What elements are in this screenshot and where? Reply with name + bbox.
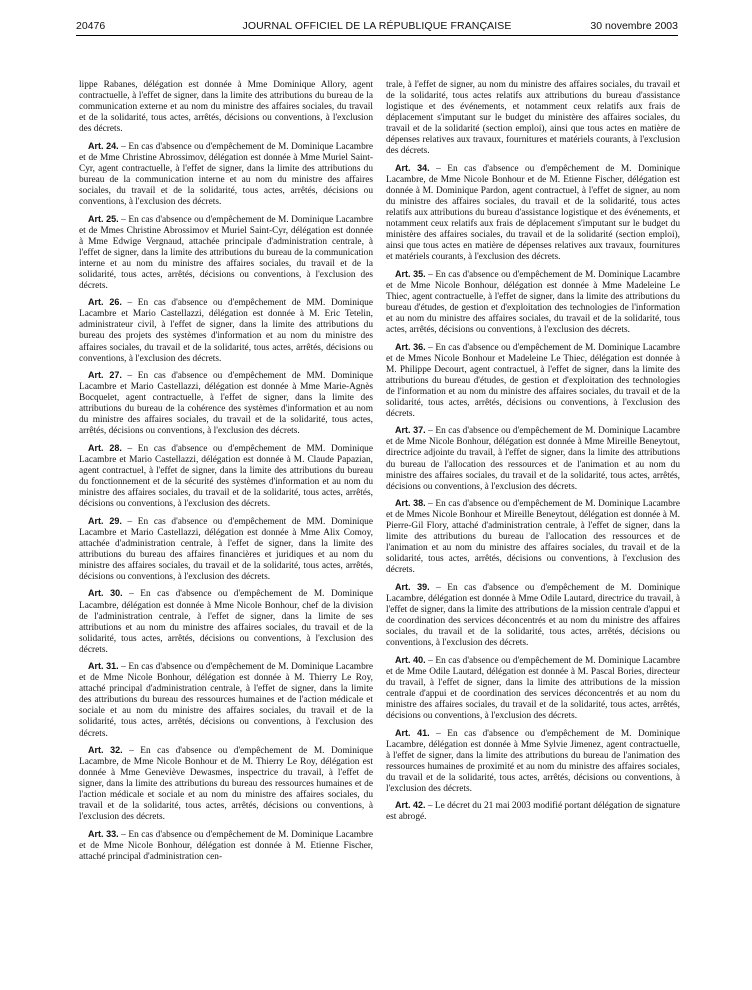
- article-text: – Le décret du 21 mai 2003 modifié portant délégation de signature est abrogé.: [386, 801, 680, 823]
- article-paragraph: [79, 745, 373, 823]
- article-paragraph: [79, 214, 373, 292]
- article-number: Art. 29.: [88, 515, 122, 526]
- article-paragraph: [79, 829, 373, 863]
- article-paragraph: [386, 728, 680, 795]
- article-number: Art. 27.: [88, 370, 122, 381]
- page-number: 20476: [76, 20, 106, 32]
- article-number: Art. 35.: [395, 268, 426, 279]
- article-text: – En cas d'absence ou d'empêchement de M. Dominique Lacambre et de Mme Christine Abrossimov, délégation est donnée à Mme Muriel Saint-Cyr, agent contractuelle, à l'effet de signer, dans la limite des attributions du bureau de la communication interne et au nom du ministre des affaires sociales, du travail et de la solidarité, tous actes, arrêtés, décisions ou conventions, à l'exclusion des décrets.: [79, 141, 374, 207]
- article-paragraph: [79, 141, 373, 208]
- article-number: Art. 37.: [395, 425, 426, 436]
- article-text: – En cas d'absence ou d'empêchement de MM. Dominique Lacambre et Mario Castellazzi, délégation est donnée à Mme Alix Comoy, attachée d'administration centrale, à l'effet de signer, dans la limite des attributions du bureau des affaires financières et juridiques et au nom du ministre des affaires sociales, du travail et de la solidarité, tous actes, arrêtés, décisions ou conventions, à l'exclusion des décrets.: [79, 516, 373, 582]
- article-text: – En cas d'absence ou d'empêchement de M. Dominique Lacambre et de Mme Nicole Bonhour, délégation est donnée à M. Thierry Le Roy, attaché principal d'administration centrale, à l'effet de signer, dans la limite des attributions du bureau des ressources humaines et de l'action médicale et sociale et au nom du ministre des affaires sociales, du travail et de la solidarité, tous actes, arrêtés, décisions ou conventions, à l'exclusion des décrets.: [79, 662, 374, 739]
- article-text: – En cas d'absence ou d'empêchement de MM. Dominique Lacambre et Mario Castellazzi, délégation est donnée à M. Eric Tetelin, administrateur civil, à l'effet de signer, dans la limite des attributions du bureau des projets des systèmes d'information et au nom du ministre des affaires sociales, du travail et de la solidarité, tous actes, arrêtés, décisions ou conventions, à l'exclusion des décrets.: [79, 298, 373, 364]
- article-text: – En cas d'absence ou d'empêchement de M. Dominique Lacambre et de Mme Nicole Bonhour, délégation est donnée à Mme Mireille Beneytout, directrice adjointe du travail, à l'effet de signer, dans la limite des attributions du bureau de l'allocation des ressources et de l'animation et au nom du ministre des affaires sociales, du travail et de la solidarité, tous actes, arrêtés, décisions ou conventions, à l'exclusion des décrets.: [386, 426, 681, 492]
- article-paragraph: [79, 588, 373, 655]
- article-text: – En cas d'absence ou d'empêchement de M. Dominique Lacambre, de Mme Nicole Bonhour et de M. Thierry Le Roy, délégation est donnée à Mme Geneviève Dewasmes, inspectrice du travail, à l'effet de signer, dans la limite des attributions du bureau des ressources humaines et de l'action médicale et sociale et au nom du ministre des affaires sociales, du travail et de la solidarité, tous actes, arrêtés, décisions ou conventions, à l'exclusion des décrets.: [79, 746, 373, 823]
- left-column: [79, 80, 373, 869]
- article-number: Art. 36.: [395, 341, 426, 352]
- continuation-paragraph: trale, à l'effet de signer, au nom du ministre des affaires sociales, du travail et de la solidarité, tous actes relatifs aux attributions du bureau d'assistance logistique et des événements, et notamment ceux relatifs aux frais de déplacement s'imputant sur le budget du ministère des affaires sociales, du travail et de la solidarité (section emploi), ainsi que tous actes en matière de dépenses relatives aux travaux, fournitures et matériels courants, à l'exclusion des décrets.: [386, 80, 680, 157]
- article-text: – En cas d'absence ou d'empêchement de M. Dominique Lacambre, délégation est donnée à Mme Sylvie Jimenez, agent contractuelle, à l'effet de signer, dans la limite des attributions du bureau de l'animation des ressources humaines de proximité et au nom du ministre des affaires sociales, du travail et de la solidarité, tous actes, arrêtés, décisions ou conventions, à l'exclusion des décrets.: [386, 728, 680, 794]
- header-rule: [76, 35, 678, 36]
- article-paragraph: [79, 297, 373, 364]
- right-article-list: [386, 163, 680, 824]
- left-article-list: [79, 141, 373, 863]
- article-number: Art. 33.: [88, 828, 119, 839]
- article-paragraph: [386, 498, 680, 576]
- article-paragraph: [386, 582, 680, 649]
- article-paragraph: [79, 516, 373, 583]
- article-number: Art. 40.: [395, 654, 426, 665]
- article-number: Art. 39.: [395, 581, 430, 592]
- article-number: Art. 38.: [395, 498, 426, 509]
- article-text: – En cas d'absence ou d'empêchement de M. Dominique Lacambre et de Mme Nicole Bonhour, délégation est donnée à Mme Madeleine Le Thiec, agent contractuelle, à l'effet de signer, dans la limite des attributions du bureau d'études, de gestion et d'exploitation des technologies de l'information et au nom du ministre des affaires sociales, du travail et de la solidarité, tous actes, arrêtés, décisions ou conventions, à l'exclusion des décrets.: [386, 269, 681, 335]
- article-text: – En cas d'absence ou d'empêchement de M. Dominique Lacambre et de Mmes Nicole Bonhour et Madeleine Le Thiec, délégation est donnée à M. Philippe Decourt, agent contractuel, à l'effet de signer, dans la limite des attributions du bureau d'études, de gestion et d'exploitation des technologies de l'information et au nom du ministre des affaires sociales, du travail et de la solidarité, tous actes, arrêtés, décisions ou conventions, à l'exclusion des décrets.: [386, 342, 681, 419]
- article-paragraph: [386, 800, 680, 823]
- article-text: – En cas d'absence ou d'empêchement de MM. Dominique Lacambre et Mario Castellazzi, délégation est donnée à Mme Marie-Agnès Bocquelet, agent contractuelle, à l'effet de signer, dans la limite des attributions du bureau de la cohérence des systèmes d'information et au nom du ministre des affaires sociales, du travail et de la solidarité, tous actes, arrêtés, décisions ou conventions, à l'exclusion des décrets.: [79, 371, 373, 437]
- article-text: – En cas d'absence ou d'empêchement de M. Dominique Lacambre, de Mme Nicole Bonhour et de M. Etienne Fischer, délégation est donnée à M. Dominique Pardon, agent contractuel, à l'effet de signer, au nom du ministre des affaires sociales, du travail et de la solidarité, tous actes relatifs aux attributions du bureau d'assistance logistique et des événements, et notamment ceux relatifs aux frais de déplacement s'imputant sur le budget du ministère des affaires sociales, du travail et de la solidarité (section emploi), ainsi que tous actes en matière de dépenses relatives aux travaux, fournitures et matériels courants, à l'exclusion des décrets.: [386, 163, 680, 263]
- article-paragraph: [386, 425, 680, 492]
- article-text: – En cas d'absence ou d'empêchement de M. Dominique Lacambre et de Mmes Nicole Bonhour et Mireille Beneytout, délégation est donnée à M. Pierre-Gil Flory, attaché d'administration centrale, à l'effet de signer, dans la limite des attributions du bureau de l'allocation des ressources et de l'animation et au nom du ministre des affaires sociales, du travail et de la solidarité, tous actes, arrêtés, décisions ou conventions, à l'exclusion des décrets.: [386, 499, 681, 576]
- article-paragraph: [79, 370, 373, 437]
- continuation-paragraph: lippe Rabanes, délégation est donnée à Mme Dominique Allory, agent contractuelle, à l'effet de signer, dans la limite des attributions du bureau de la communication externe et au nom du ministre des affaires sociales, du travail et de la solidarité, tous actes, arrêtés, décisions ou conventions, à l'exclusion des décrets.: [79, 80, 373, 135]
- publication-date: 30 novembre 2003: [590, 20, 678, 32]
- article-number: Art. 41.: [395, 727, 430, 738]
- article-text: – En cas d'absence ou d'empêchement de M. Dominique Lacambre et de Mme Odile Lautard, délégation est donnée à M. Pascal Bories, directeur du travail, à l'effet de signer, dans la limite des attributions de la mission centrale d'appui et de coordination des services déconcentrés et au nom du ministre des affaires sociales, du travail et de la solidarité, tous actes, arrêtés, décisions ou conventions, à l'exclusion des décrets.: [386, 655, 681, 721]
- article-text: – En cas d'absence ou d'empêchement de MM. Dominique Lacambre et Mario Castellazzi, délégation est donnée à M. Claude Papazian, agent contractuel, à l'effet de signer, dans la limite des attributions du bureau du fonctionnement et de la sécurité des systèmes d'information et au nom du ministre des affaires sociales, du travail et de la solidarité, tous actes, arrêtés, décisions ou conventions, à l'exclusion des décrets.: [79, 443, 373, 510]
- article-paragraph: [386, 655, 680, 722]
- page-header: [76, 20, 678, 34]
- article-text: – En cas d'absence ou d'empêchement de M. Dominique Lacambre, délégation est donnée à Mme Nicole Bonhour, chef de la division de l'administration centrale, à l'effet de signer, dans la limite de ses attributions et au nom du ministre des affaires sociales, du travail et de la solidarité, tous actes, arrêtés, décisions ou conventions, à l'exclusion des décrets.: [79, 589, 373, 655]
- article-paragraph: [79, 443, 373, 510]
- article-paragraph: [386, 342, 680, 420]
- article-text: – En cas d'absence ou d'empêchement de M. Dominique Lacambre, délégation est donnée à Mme Odile Lautard, directrice du travail, à l'effet de signer, dans la limite des attributions de la mission centrale d'appui et de coordination des services déconcentrés et au nom du ministre des affaires sociales, du travail et de la solidarité, tous actes, arrêtés, décisions ou conventions, à l'exclusion des décrets.: [386, 582, 680, 649]
- article-number: Art. 31.: [88, 661, 119, 672]
- article-text: – En cas d'absence ou d'empêchement de M. Dominique Lacambre et de Mme Nicole Bonhour, délégation est donnée à M. Etienne Fischer, attaché principal d'administration cen-: [79, 829, 374, 862]
- article-number: Art. 34.: [395, 162, 430, 173]
- article-number: Art. 26.: [88, 297, 122, 308]
- article-number: Art. 42.: [395, 800, 426, 811]
- article-number: Art. 24.: [88, 140, 119, 151]
- article-number: Art. 28.: [88, 442, 122, 453]
- article-number: Art. 25.: [88, 213, 119, 224]
- article-number: Art. 30.: [88, 588, 123, 599]
- article-paragraph: [386, 163, 680, 263]
- journal-title: JOURNAL OFFICIEL DE LA RÉPUBLIQUE FRANÇAISE: [242, 20, 512, 32]
- right-column: [386, 80, 680, 829]
- article-text: – En cas d'absence ou d'empêchement de M. Dominique Lacambre et de Mmes Christine Abrossimov et Muriel Saint-Cyr, délégation est donnée à Mme Edwige Vergnaud, attachée principale d'administration centrale, à l'effet de signer, dans la limite des attributions du bureau de la communication interne et au nom du ministre des affaires sociales, du travail et de la solidarité, tous actes, arrêtés, décisions ou conventions, à l'exclusion des décrets.: [79, 214, 374, 291]
- article-paragraph: [386, 269, 680, 336]
- article-number: Art. 32.: [88, 745, 123, 756]
- article-paragraph: [79, 661, 373, 739]
